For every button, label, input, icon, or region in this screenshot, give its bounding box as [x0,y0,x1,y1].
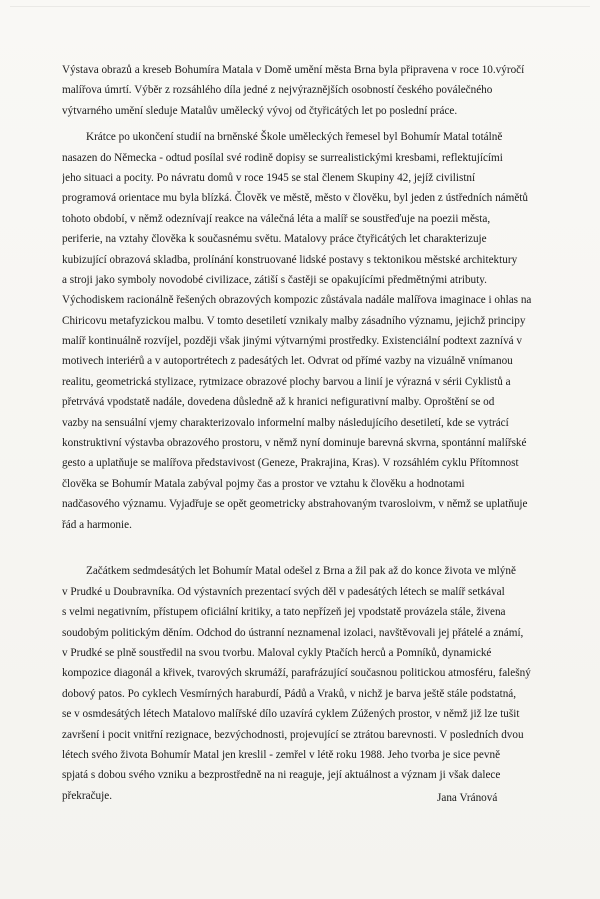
text-line: Výstava obrazů a kreseb Bohumíra Matala v Domě umění města Brna byla připravena v roce 10.výročí [62,64,525,76]
text-line: překračuje. [62,789,112,802]
text-line: nadčasového významu. Vyjadřuje se opět geometricky abstrahovaným tvarosloivm, v němž se uplatňuje [62,498,528,511]
text-line: vazby na sensuální vjemy charakterizovalo informelní malby následujícího desetiletí, kde se vytrácí [62,416,509,429]
text-line: programová orientace mu byla blízká. Člověk ve městě, město v člověku, byl jeden z ústředních námětů [62,192,529,205]
paragraph-1 [62,60,582,121]
page-edge-line [10,6,590,7]
text-line: dobový patos. Po cyklech Vesmírných haraburdí, Pádů a Vraků, v nichž je barva ještě stále podstatná, [62,687,517,700]
text-line: završení i pocit vnitřní rezignace, bezvýchodnosti, projevující se ztrátou barevnosti. V posledních dvou [62,728,524,741]
text-line: soudobým politickým děním. Odchod do ústranní neznamenal izolaci, navštěvovali jej přátelé a známí, [62,626,524,639]
text-line: Východiskem racionálně řešených obrazových kompozic zůstávala nadále malířova imaginace i ohlas na [62,294,532,307]
text-line: řád a harmonie. [62,518,132,531]
text-line: člověka se Bohumír Matala zabýval pojmy čas a prostor ve vztahu k člověku a hodnotami [62,477,465,490]
text-line [62,535,582,555]
text-line: spjatá s dobou svého vzniku a bezprostředně na ni reaguje, její aktuálnost a význam ji však dalece [62,769,501,782]
text-line: létech svého života Bohumír Matal jen kreslil - zemřel v létě roku 1988. Jeho tvorba je sice pevně [62,748,501,761]
text-line: motivech interiérů a v autoportrétech z padesátých let. Odvrat od přímé vazby na vizuálně vnímanou [62,355,513,368]
text-line: přetrvává vpodstatě nadále, dovedena důsledně až k hranici nefigurativní malby. Oproštění se od [62,396,495,409]
text-line: gesto a uplatňuje se malířova představivost (Geneze, Prakrajina, Kras). V rozsáhlém cyklu Přítomnost [62,457,519,470]
text-line: kubizující obrazová skladba, prolínání konstruované lidské postavy s tektonikou městské architektury [62,253,518,266]
paragraph-2 [62,127,582,555]
document-body [62,60,582,806]
text-line: v Prudké se plně soustředil na svou tvorbu. Maloval cykly Ptačích herců a Pomníků, dynamické [62,646,492,659]
text-line: jeho situaci a pocity. Po návratu domů v roce 1945 se stal členem Skupiny 42, jejíž civilistní [62,171,476,184]
text-line: Krátce po ukončení studií na brněnské Škole uměleckých řemesel byl Bohumír Matal totálně [86,131,503,144]
author-signature: Jana Vránová [437,792,498,804]
text-line: malířova úmrtí. Výběr z rozsáhlého díla jedné z nejvýraznějších osobností českého poválečného [62,84,493,97]
text-line: nasazen do Německa - odtud posílal své rodině dopisy se surrealistickými kresbami, reflektujícími [62,151,503,164]
text-line: periferie, na vztahy člověka k současnému světu. Matalovy práce čtyřicátých let charakterizuje [62,233,487,246]
text-line: a stroji jako symboly novodobé civilizace, zátiší s častěji se opakujícími předmětnými atributy. [62,273,487,286]
text-line: konstruktivní výstavba obrazového prostoru, v němž nyní dominuje barevná skvrna, spontánní malířské [62,437,527,450]
paragraph-3 [62,561,582,806]
text-line: Chiricovu metafyzickou malbu. V tomto desetiletí vznikaly malby zásadního významu, jejichž principy [62,314,526,327]
text-line: se v osmdesátých létech Matalovo malířské dílo uzavírá cyklem Zúžených prostor, v němž již lze tušit [62,708,520,721]
text-line: s velmi negativním, přístupem oficiální kritiky, a tato nepřízeň jej vpodstatě provázela stále, živena [62,606,506,619]
text-line: kompozice diagonál a křivek, tvarových skrumáží, parafrázující současnou politickou atmosféru, falešný [62,667,531,680]
text-line: v Prudké u Doubravníka. Od výstavních prezentací svých děl v padesátých létech se malíř setkával [62,585,505,598]
text-line: tohoto období, v němž odeznívají reakce na válečná léta a malíř se soustřeďuje na poezii města, [62,212,491,225]
text-line: výtvarného umění sleduje Matalův umělecký vývoj od čtyřicátých let po poslední práce. [62,104,458,117]
text-line: Začátkem sedmdesátých let Bohumír Matal odešel z Brna a žil pak až do konce života ve mlýně [86,565,516,578]
text-line: realitu, geometrická stylizace, rytmizace obrazové plochy barvou a linií je výrazná v sérii Cyklistů a [62,375,511,388]
text-line: malíř kontinuálně rozvíjel, později však jinými výtvarnými prostředky. Existenciální podtext zaznívá v [62,335,523,348]
